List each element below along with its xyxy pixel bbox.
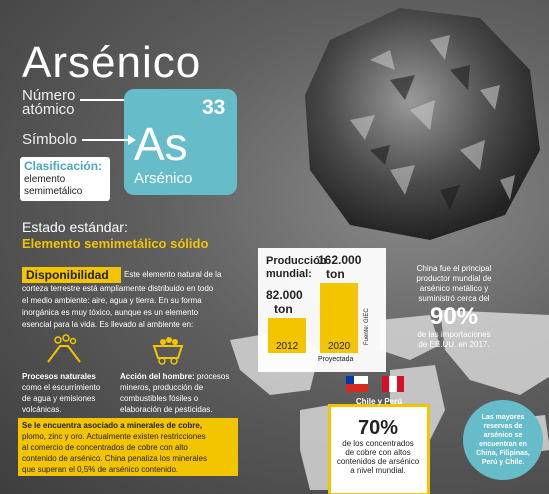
peru-flag-icon: [382, 376, 404, 392]
chile-flag-icon: [346, 376, 368, 392]
classification-title: Clasificación:: [24, 159, 103, 173]
reserves-text: [463, 413, 543, 467]
symbol-arrow-line: [82, 139, 130, 141]
human-action-first: procesos: [194, 372, 230, 381]
availability-text-line2: corteza terrestre está ampliamente distribuido en todo: [22, 284, 214, 293]
china-line1: China fue el principal: [416, 264, 492, 273]
source-label: Fuente: GIEC: [364, 308, 370, 345]
arrow-right-icon: [128, 135, 136, 145]
minerals-note-line4: contenido de arsénico. China penaliza los minerales: [22, 454, 207, 463]
symbol-label: Símbolo: [22, 131, 78, 148]
chile-peru-tail-line2: de cobre con altos: [345, 448, 411, 457]
arsenic-mineral-image: [290, 0, 549, 245]
projected-label: Proyectada: [318, 356, 354, 363]
availability-text-line3: el medio ambiente: aire, agua y tierra. En su forma: [22, 296, 202, 305]
minerals-note-line3: al comercio de concentrados de cobre con alto: [22, 443, 188, 452]
bar-2012-category-label: 2012: [276, 341, 299, 352]
production-title-line2: mundial:: [266, 268, 312, 280]
human-action-line1: mineros, producción de: [120, 383, 204, 392]
bar-2020-unit-label: ton: [326, 267, 345, 281]
availability-text-line4: inorgánica es muy tóxico, aunque es un elemento: [22, 308, 199, 317]
bar-2020-category-label: 2020: [328, 341, 351, 352]
chile-peru-tail-line3: contenidos de arsénico: [336, 457, 420, 466]
page-title: Arsénico: [22, 38, 202, 87]
china-percent: 90%: [429, 303, 479, 330]
reserves-line5: China, Filipinas,: [476, 450, 530, 457]
chile-peru-tail-line1: de los concentrados: [342, 439, 414, 448]
human-action-title: Acción del hombre:: [120, 372, 195, 381]
china-tail-line1: de las importaciones: [417, 330, 491, 339]
natural-processes-line3: volcánicas.: [22, 405, 62, 414]
atomic-number-label-line2: atómico: [22, 101, 75, 118]
chile-peru-fact: [332, 417, 424, 475]
natural-processes-line1: como el escurrimiento: [22, 383, 101, 392]
bar-2020-value-label: 162.000: [318, 253, 362, 267]
china-line3: arsénico metálico y: [419, 284, 489, 293]
availability-text-line5: esencial para la vida. Es llevado al ambiente en:: [22, 320, 194, 329]
standard-state-value: Elemento semimetálico sólido: [22, 236, 209, 251]
bar-2012-unit-label: ton: [274, 302, 293, 316]
minerals-note-line1: Se le encuentra asociado a minerales de cobre,: [22, 421, 203, 430]
reserves-line4: encuentran en: [479, 441, 527, 448]
chile-peru-percent: 70%: [357, 417, 399, 439]
atomic-number-label-line1: Número: [22, 87, 76, 104]
classification-value-line2: semimetálico: [24, 186, 83, 197]
mine-cart-icon: [148, 334, 188, 366]
minerals-note-line2: plomo, zinc y oro. Actualmente existen restricciones: [22, 432, 206, 441]
tile-element-name: Arsénico: [134, 170, 193, 187]
element-symbol: As: [134, 118, 188, 170]
chile-peru-heading: [332, 397, 426, 415]
minerals-note-line5: que superan el 0,5% de arsénico contenido.: [22, 465, 179, 474]
natural-processes-line2: de agua y emisiones: [22, 394, 96, 403]
chile-peru-line2: producen el: [356, 406, 402, 415]
volcano-icon: [44, 334, 84, 366]
natural-processes-title: Procesos naturales: [22, 372, 96, 381]
production-title-line1: Producción: [266, 255, 327, 267]
standard-state-label: Estado estándar:: [22, 219, 128, 235]
human-action-line3: elaboración de pesticidas.: [120, 405, 213, 414]
china-line4: suministró cerca del: [418, 294, 490, 303]
human-action-line2: combustibles fósiles o: [120, 394, 199, 403]
availability-text-line1: Este elemento natural de la: [124, 270, 222, 279]
reserves-line1: Las mayores: [481, 414, 525, 421]
reserves-line3: arsénico se: [483, 432, 523, 439]
chile-peru-tail-line4: a nivel mundial.: [350, 466, 406, 475]
reserves-line2: reservas de: [483, 423, 523, 430]
classification-value-line1: elemento: [24, 174, 66, 185]
atomic-number: 33: [202, 96, 226, 119]
china-line2: productor mundial de: [416, 274, 492, 283]
china-tail-line2: de EE.UU. en 2017.: [418, 340, 490, 349]
bar-2012-value-label: 82.000: [266, 288, 303, 302]
china-fact: [392, 264, 516, 350]
reserves-line6: Perú y Chile.: [481, 459, 525, 466]
human-action-line0: [120, 372, 229, 382]
chile-peru-line1: Chile y Perú: [355, 397, 403, 406]
availability-label: Disponibilidad: [22, 267, 121, 283]
